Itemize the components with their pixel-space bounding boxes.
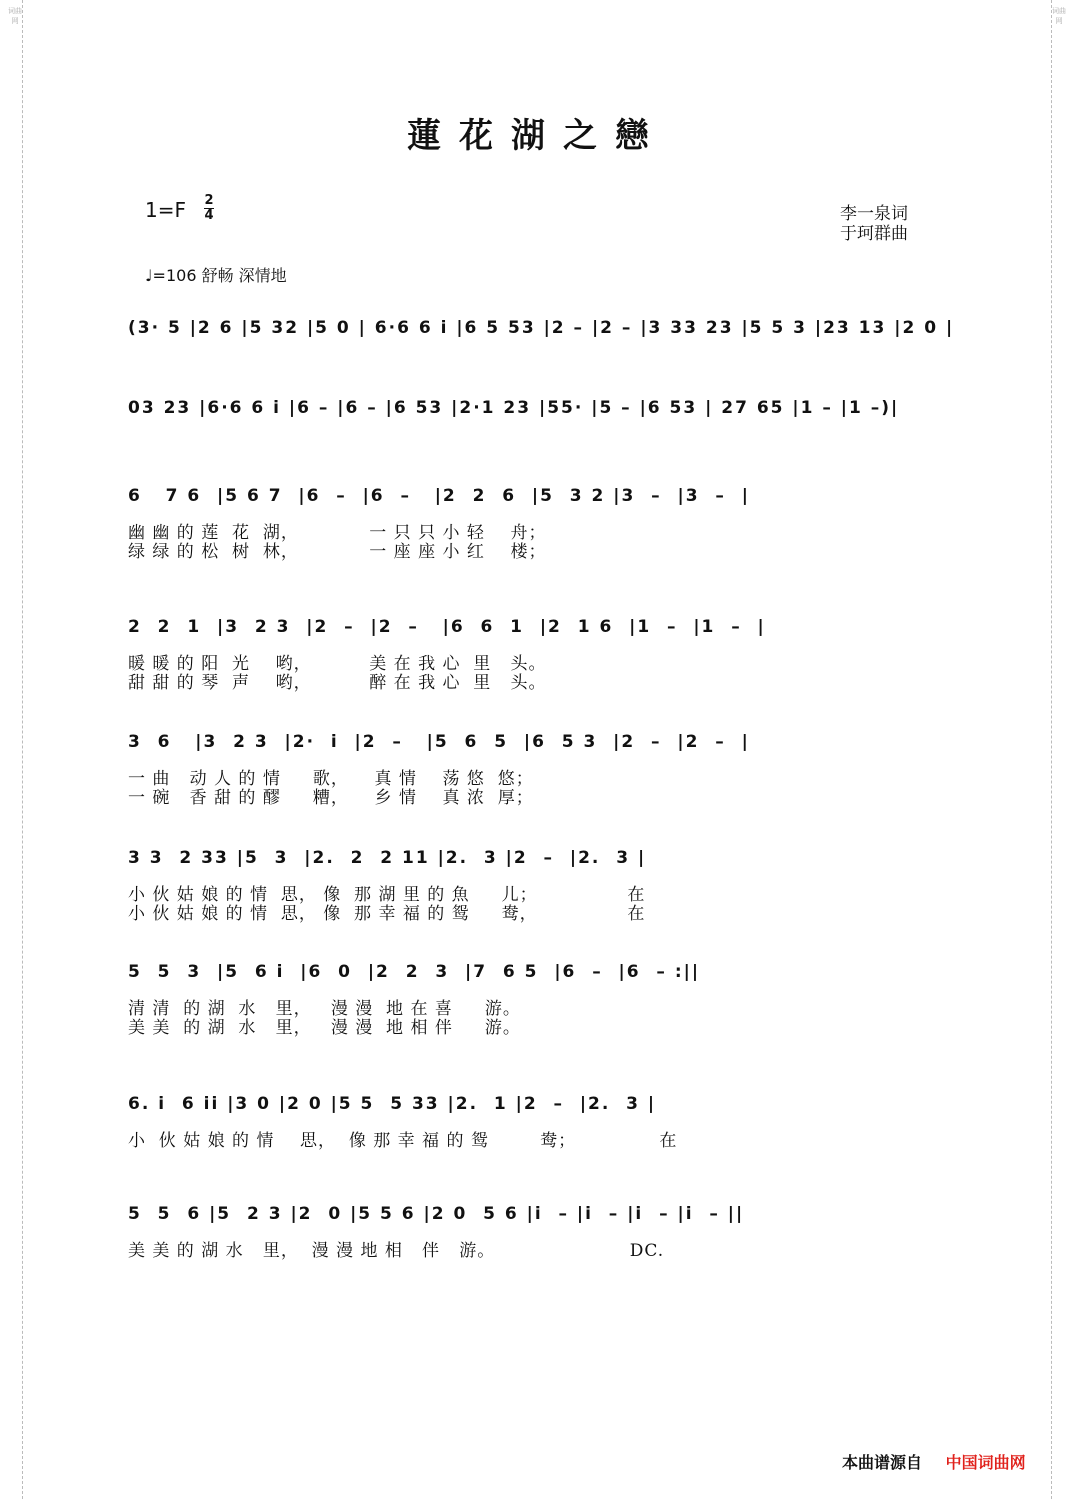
footer-source: 本曲谱源自 — [842, 1453, 923, 1472]
lyric-verse-2: 绿 绿 的 松 树 林， 一 座 座 小 红 楼； — [128, 542, 547, 562]
notation: 03 23 |6·6 6 i |6 – |6 – |6 53 |2·1 23 |55· |5 – |6 53 | 27 65 |1 – |1 –)| — [128, 398, 900, 418]
composer: 于珂群曲 — [840, 224, 908, 244]
notation: 6 7 6 |5 6 7 |6 – |6 – |2 2 6 |5 3 2 |3 – |3 – | — [128, 486, 750, 506]
score-line — [128, 1204, 948, 1261]
lyricist: 李一泉词 — [840, 204, 908, 224]
lyric-verse-2: 美 美 的 湖 水 里， 漫 漫 地 相 伴 游。 — [128, 1018, 521, 1038]
lyric-verse-1: 清 清 的 湖 水 里， 漫 漫 地 在 喜 游。 — [128, 999, 521, 1019]
score-line — [128, 1094, 948, 1151]
lyric-verse-1: 美 美 的 湖 水 里， 漫 漫 地 相 伴 游。 DC. — [128, 1241, 665, 1261]
notation: 5 5 6 |5 2 3 |2 0 |5 5 6 |2 0 5 6 |i – |i – |i – |i – || — [128, 1204, 745, 1224]
notation: 3 6 |3 2 3 |2· i |2 – |5 6 5 |6 5 3 |2 – |2 – | — [128, 732, 750, 752]
notation: 6. i 6 ii |3 0 |2 0 |5 5 5 33 |2. 1 |2 – |2. 3 | — [128, 1094, 657, 1114]
lyric-verse-1: 小 伙 姑 娘 的 情 思， 像 那 湖 里 的 魚 儿； 在 — [128, 885, 646, 905]
score-line — [128, 962, 948, 1038]
score-line — [128, 486, 948, 562]
footer — [842, 1450, 1026, 1473]
time-signature — [204, 194, 214, 223]
meter-bottom: 4 — [204, 208, 214, 223]
right-watermark-strip — [1051, 0, 1066, 1499]
lyric-verse-1: 一 曲 动 人 的 情 歌， 真 情 荡 悠 悠； — [128, 769, 534, 789]
footer-site[interactable]: 中国词曲网 — [945, 1453, 1026, 1472]
lyric-verse-2: 一 碗 香 甜 的 醪 糟， 乡 情 真 浓 厚； — [128, 788, 534, 808]
lyric-verse-1: 暖 暖 的 阳 光 哟， 美 在 我 心 里 头。 — [128, 654, 547, 674]
lyric-verse-2: 小 伙 姑 娘 的 情 思， 像 那 幸 福 的 鸳 鸯， 在 — [128, 904, 646, 924]
score-line — [128, 732, 948, 808]
tempo-marking: ♩=106 舒畅 深情地 — [145, 266, 287, 285]
notation: 5 5 3 |5 6 i |6 0 |2 2 3 |7 6 5 |6 – |6 – :|| — [128, 962, 701, 982]
notation: 3 3 2 33 |5 3 |2. 2 2 11 |2. 3 |2 – |2. 3 | — [128, 848, 647, 868]
page-title: 蓮花湖之戀 — [407, 116, 667, 156]
notation: 2 2 1 |3 2 3 |2 – |2 – |6 6 1 |2 1 6 |1 – |1 – | — [128, 617, 766, 637]
score-line — [128, 617, 948, 693]
watermark-text: 词曲网 — [1052, 7, 1066, 25]
watermark-text: 词曲网 — [8, 7, 22, 25]
lyric-verse-1: 幽 幽 的 莲 花 湖， 一 只 只 小 轻 舟； — [128, 523, 547, 543]
score-line — [128, 318, 955, 338]
notation: (3· 5 |2 6 |5 32 |5 0 | 6·6 6 i |6 5 53 |2 – |2 – |3 33 23 |5 5 3 |23 13 |2 0 | — [128, 318, 955, 338]
meter-top: 2 — [204, 193, 214, 208]
score-line — [128, 848, 948, 924]
credits — [840, 204, 908, 244]
key-signature: 1=F — [145, 198, 186, 222]
lyric-verse-2: 甜 甜 的 琴 声 哟， 醉 在 我 心 里 头。 — [128, 673, 547, 693]
score-line — [128, 398, 948, 418]
left-watermark-strip — [8, 0, 23, 1499]
lyric-verse-1: 小 伙 姑 娘 的 情 思， 像 那 幸 福 的 鸳 鸯； 在 — [128, 1131, 678, 1151]
